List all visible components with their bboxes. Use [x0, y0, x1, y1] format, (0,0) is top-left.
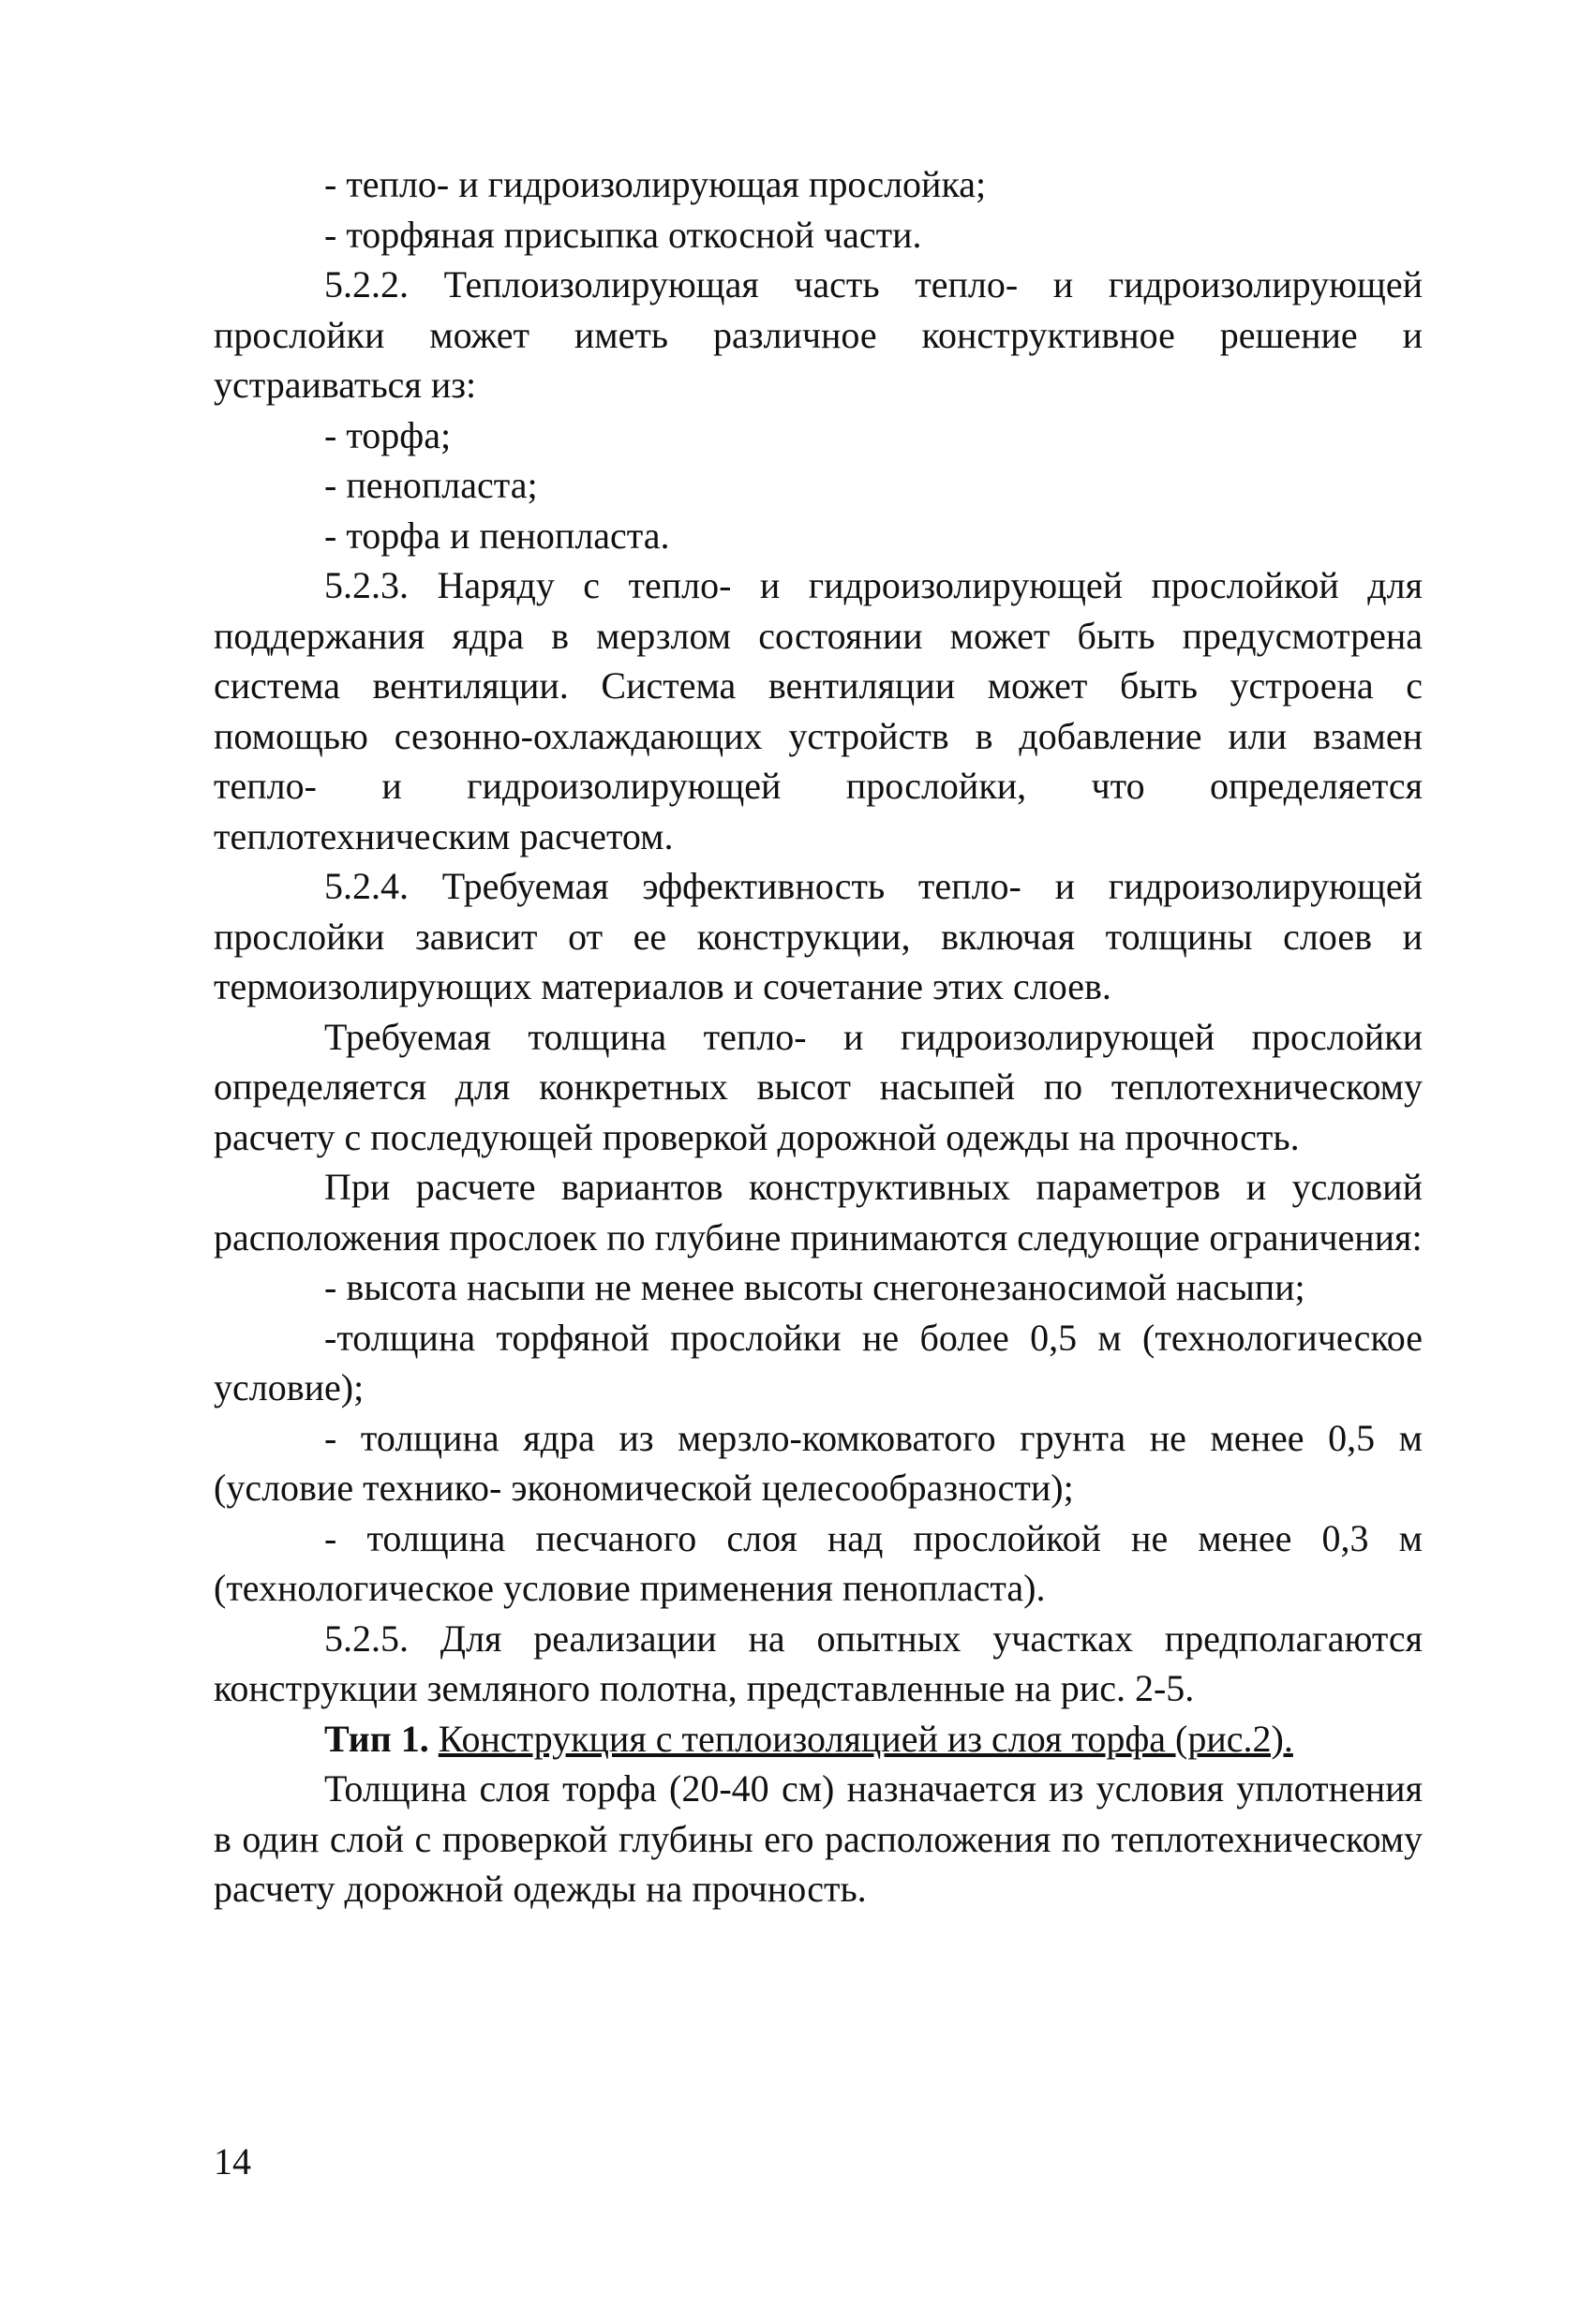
limit-item-height: - высота насыпи не менее высоты снегонезаносимой насыпи; [324, 1266, 1305, 1308]
type-1-title: Конструкция с теплоизоляцией из слоя торфа (рис.2). [438, 1717, 1293, 1760]
material-item-peat-foam: - торфа и пенопласта. [324, 514, 670, 557]
paragraph-5-2-5: 5.2.5. Для реализации на опытных участках предполагаются конструкции земляного полотна, представленные на рис. 2-5. [214, 1616, 1423, 1709]
intro-line-2: - торфяная присыпка откосной части. [324, 213, 922, 256]
limit-item-core-thickness: - толщина ядра из мерзло-комковатого грунта не менее 0,5 м (условие технико- экономической целесообразности); [214, 1416, 1423, 1509]
intro-line-1: - тепло- и гидроизолирующая прослойка; [324, 163, 987, 205]
material-item-peat: - торфа; [324, 413, 452, 456]
page-number: 14 [214, 2140, 251, 2182]
body-text [214, 159, 1423, 1914]
limit-item-peat-thickness: -толщина торфяной прослойки не более 0,5 м (технологическое условие); [214, 1316, 1423, 1408]
paragraph-required-thickness: Требуемая толщина тепло- и гидроизолирующей прослойки определяется для конкретных высот насыпей по теплотехническому расчету с последующей проверкой дорожной одежды на прочность. [214, 1015, 1423, 1158]
paragraph-5-2-2: 5.2.2. Теплоизолирующая часть тепло- и гидроизолирующей прослойки может иметь различное конструктивное решение и устраиваться из: [214, 263, 1423, 406]
paragraph-limits-intro: При расчете вариантов конструктивных параметров и условий расположения прослоек по глубине принимаются следующие ограничения: [214, 1166, 1423, 1259]
paragraph-5-2-4: 5.2.4. Требуемая эффективность тепло- и гидроизолирующей прослойки зависит от ее конструкции, включая толщины слоев и термоизолирующих материалов и сочетание этих слоев. [214, 865, 1423, 1007]
type-1-heading [214, 1714, 1423, 1765]
material-item-foam: - пенопласта; [324, 464, 538, 506]
limit-item-sand-thickness: - толщина песчаного слоя над прослойкой не менее 0,3 м (технологическое условие применения пенопласта). [214, 1516, 1423, 1609]
paragraph-type-1: Толщина слоя торфа (20-40 см) назначается из условия уплотнения в один слой с проверкой глубины его расположения по теплотехническому расчету дорожной одежды на прочность. [214, 1767, 1423, 1910]
paragraph-5-2-3: 5.2.3. Наряду с тепло- и гидроизолирующей прослойкой для поддержания ядра в мерзлом состоянии может быть предусмотрена система вентиляции. Система вентиляции может быть устроена с помощью сезонно-охлаждающих устройств в добавление или взамен тепло- и гидроизолирующей прослойки, что определяется теплотехническим расчетом. [214, 564, 1423, 857]
type-1-label: Тип 1. [324, 1717, 429, 1760]
